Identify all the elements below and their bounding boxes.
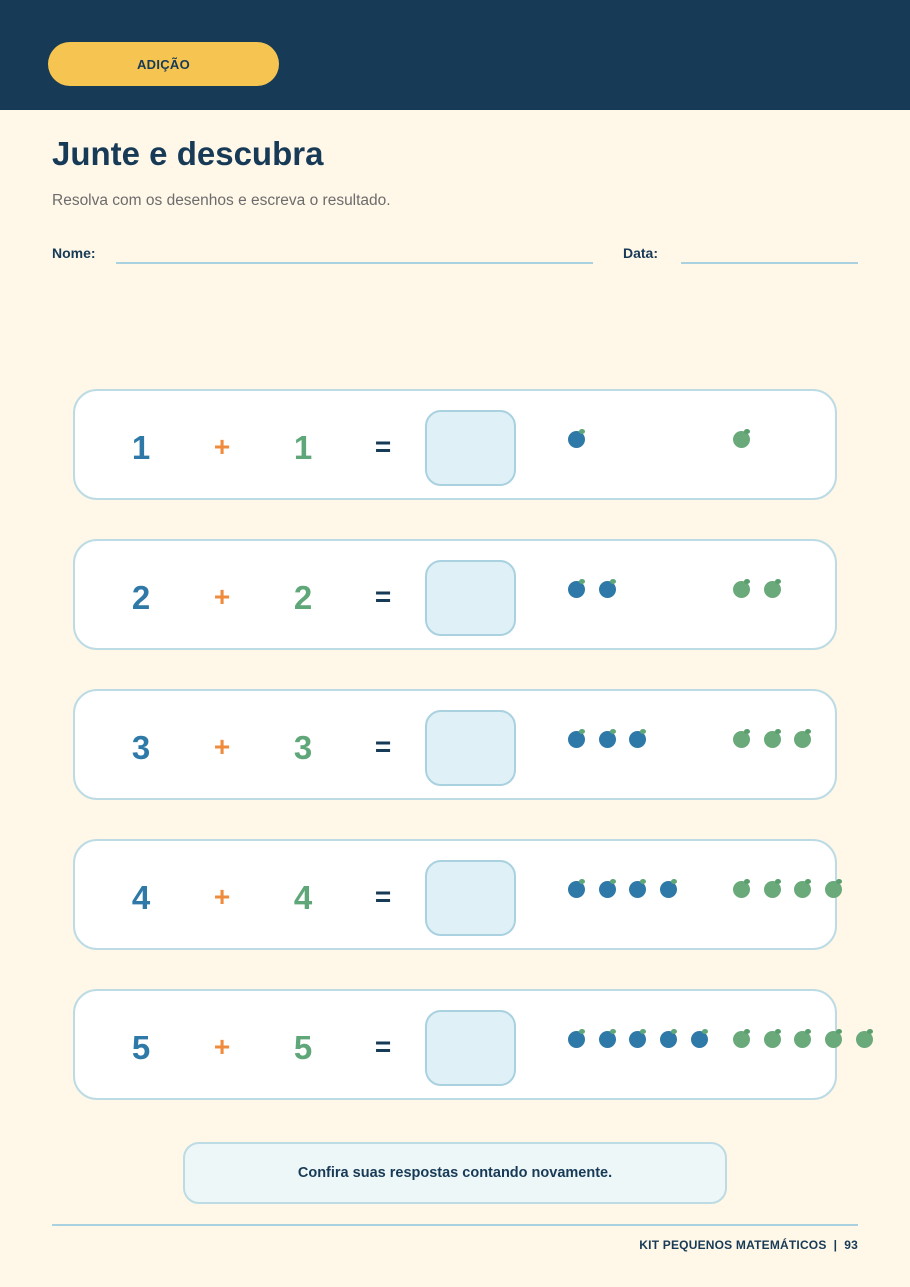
addend-b: 4: [293, 879, 313, 916]
addend-a: 5: [131, 1029, 151, 1066]
addend-b: 1: [293, 429, 313, 466]
blue-apple-icon: [660, 881, 677, 898]
plus-sign: +: [213, 731, 231, 762]
blue-apple-icon: [568, 731, 585, 748]
blue-apple-icon: [691, 1031, 708, 1048]
blue-apple-icon: [568, 581, 585, 598]
blue-apple-icon: [599, 581, 616, 598]
addend-b: 2: [293, 579, 313, 616]
equals-sign: =: [374, 731, 392, 762]
blue-apple-icon: [568, 1031, 585, 1048]
topic-badge: ADIÇÃO: [48, 42, 279, 86]
green-apple-icon: [733, 1031, 750, 1048]
page-subtitle: Resolva com os desenhos e escreva o resultado.: [52, 192, 391, 209]
addend-b: 3: [293, 729, 313, 766]
blue-apple-icon: [599, 731, 616, 748]
addend-a: 3: [131, 729, 151, 766]
green-apple-icon: [733, 731, 750, 748]
exercise-card: [73, 839, 837, 950]
addend-a: 2: [131, 579, 151, 616]
answer-box[interactable]: [425, 560, 516, 636]
exercise-card: [73, 389, 837, 500]
blue-apple-icon: [660, 1031, 677, 1048]
answer-box[interactable]: [425, 410, 516, 486]
addend-b: 5: [293, 1029, 313, 1066]
plus-sign: +: [213, 881, 231, 912]
green-apple-icon: [825, 881, 842, 898]
green-apple-icon: [764, 731, 781, 748]
green-apple-icon: [856, 1031, 873, 1048]
date-field[interactable]: [681, 262, 858, 264]
plus-sign: +: [213, 431, 231, 462]
addend-a: 1: [131, 429, 151, 466]
green-apple-icon: [764, 881, 781, 898]
blue-apple-icon: [568, 431, 585, 448]
header-bar: [0, 0, 910, 110]
green-apple-icon: [825, 1031, 842, 1048]
answer-box[interactable]: [425, 710, 516, 786]
blue-apple-icon: [599, 1031, 616, 1048]
exercise-card: [73, 689, 837, 800]
plus-sign: +: [213, 581, 231, 612]
blue-apple-icon: [599, 881, 616, 898]
green-apple-icon: [764, 581, 781, 598]
footer-text: KIT PEQUENOS MATEMÁTICOS | 93: [639, 1238, 858, 1252]
footer-divider: [52, 1224, 858, 1226]
name-label: Nome:: [52, 245, 96, 261]
tip-text: Confira suas respostas contando novamente.: [297, 1165, 613, 1181]
equals-sign: =: [374, 1031, 392, 1062]
addend-a: 4: [131, 879, 151, 916]
equals-sign: =: [374, 581, 392, 612]
page-title: Junte e descubra: [52, 135, 324, 172]
date-label: Data:: [623, 245, 659, 261]
equals-sign: =: [374, 881, 392, 912]
tip-box: [183, 1142, 727, 1204]
green-apple-icon: [733, 431, 750, 448]
answer-box[interactable]: [425, 860, 516, 936]
plus-sign: +: [213, 1031, 231, 1062]
equals-sign: =: [374, 431, 392, 462]
exercise-card: [73, 989, 837, 1100]
green-apple-icon: [764, 1031, 781, 1048]
name-field[interactable]: [116, 262, 593, 264]
blue-apple-icon: [568, 881, 585, 898]
exercise-card: [73, 539, 837, 650]
green-apple-icon: [733, 881, 750, 898]
answer-box[interactable]: [425, 1010, 516, 1086]
green-apple-icon: [733, 581, 750, 598]
